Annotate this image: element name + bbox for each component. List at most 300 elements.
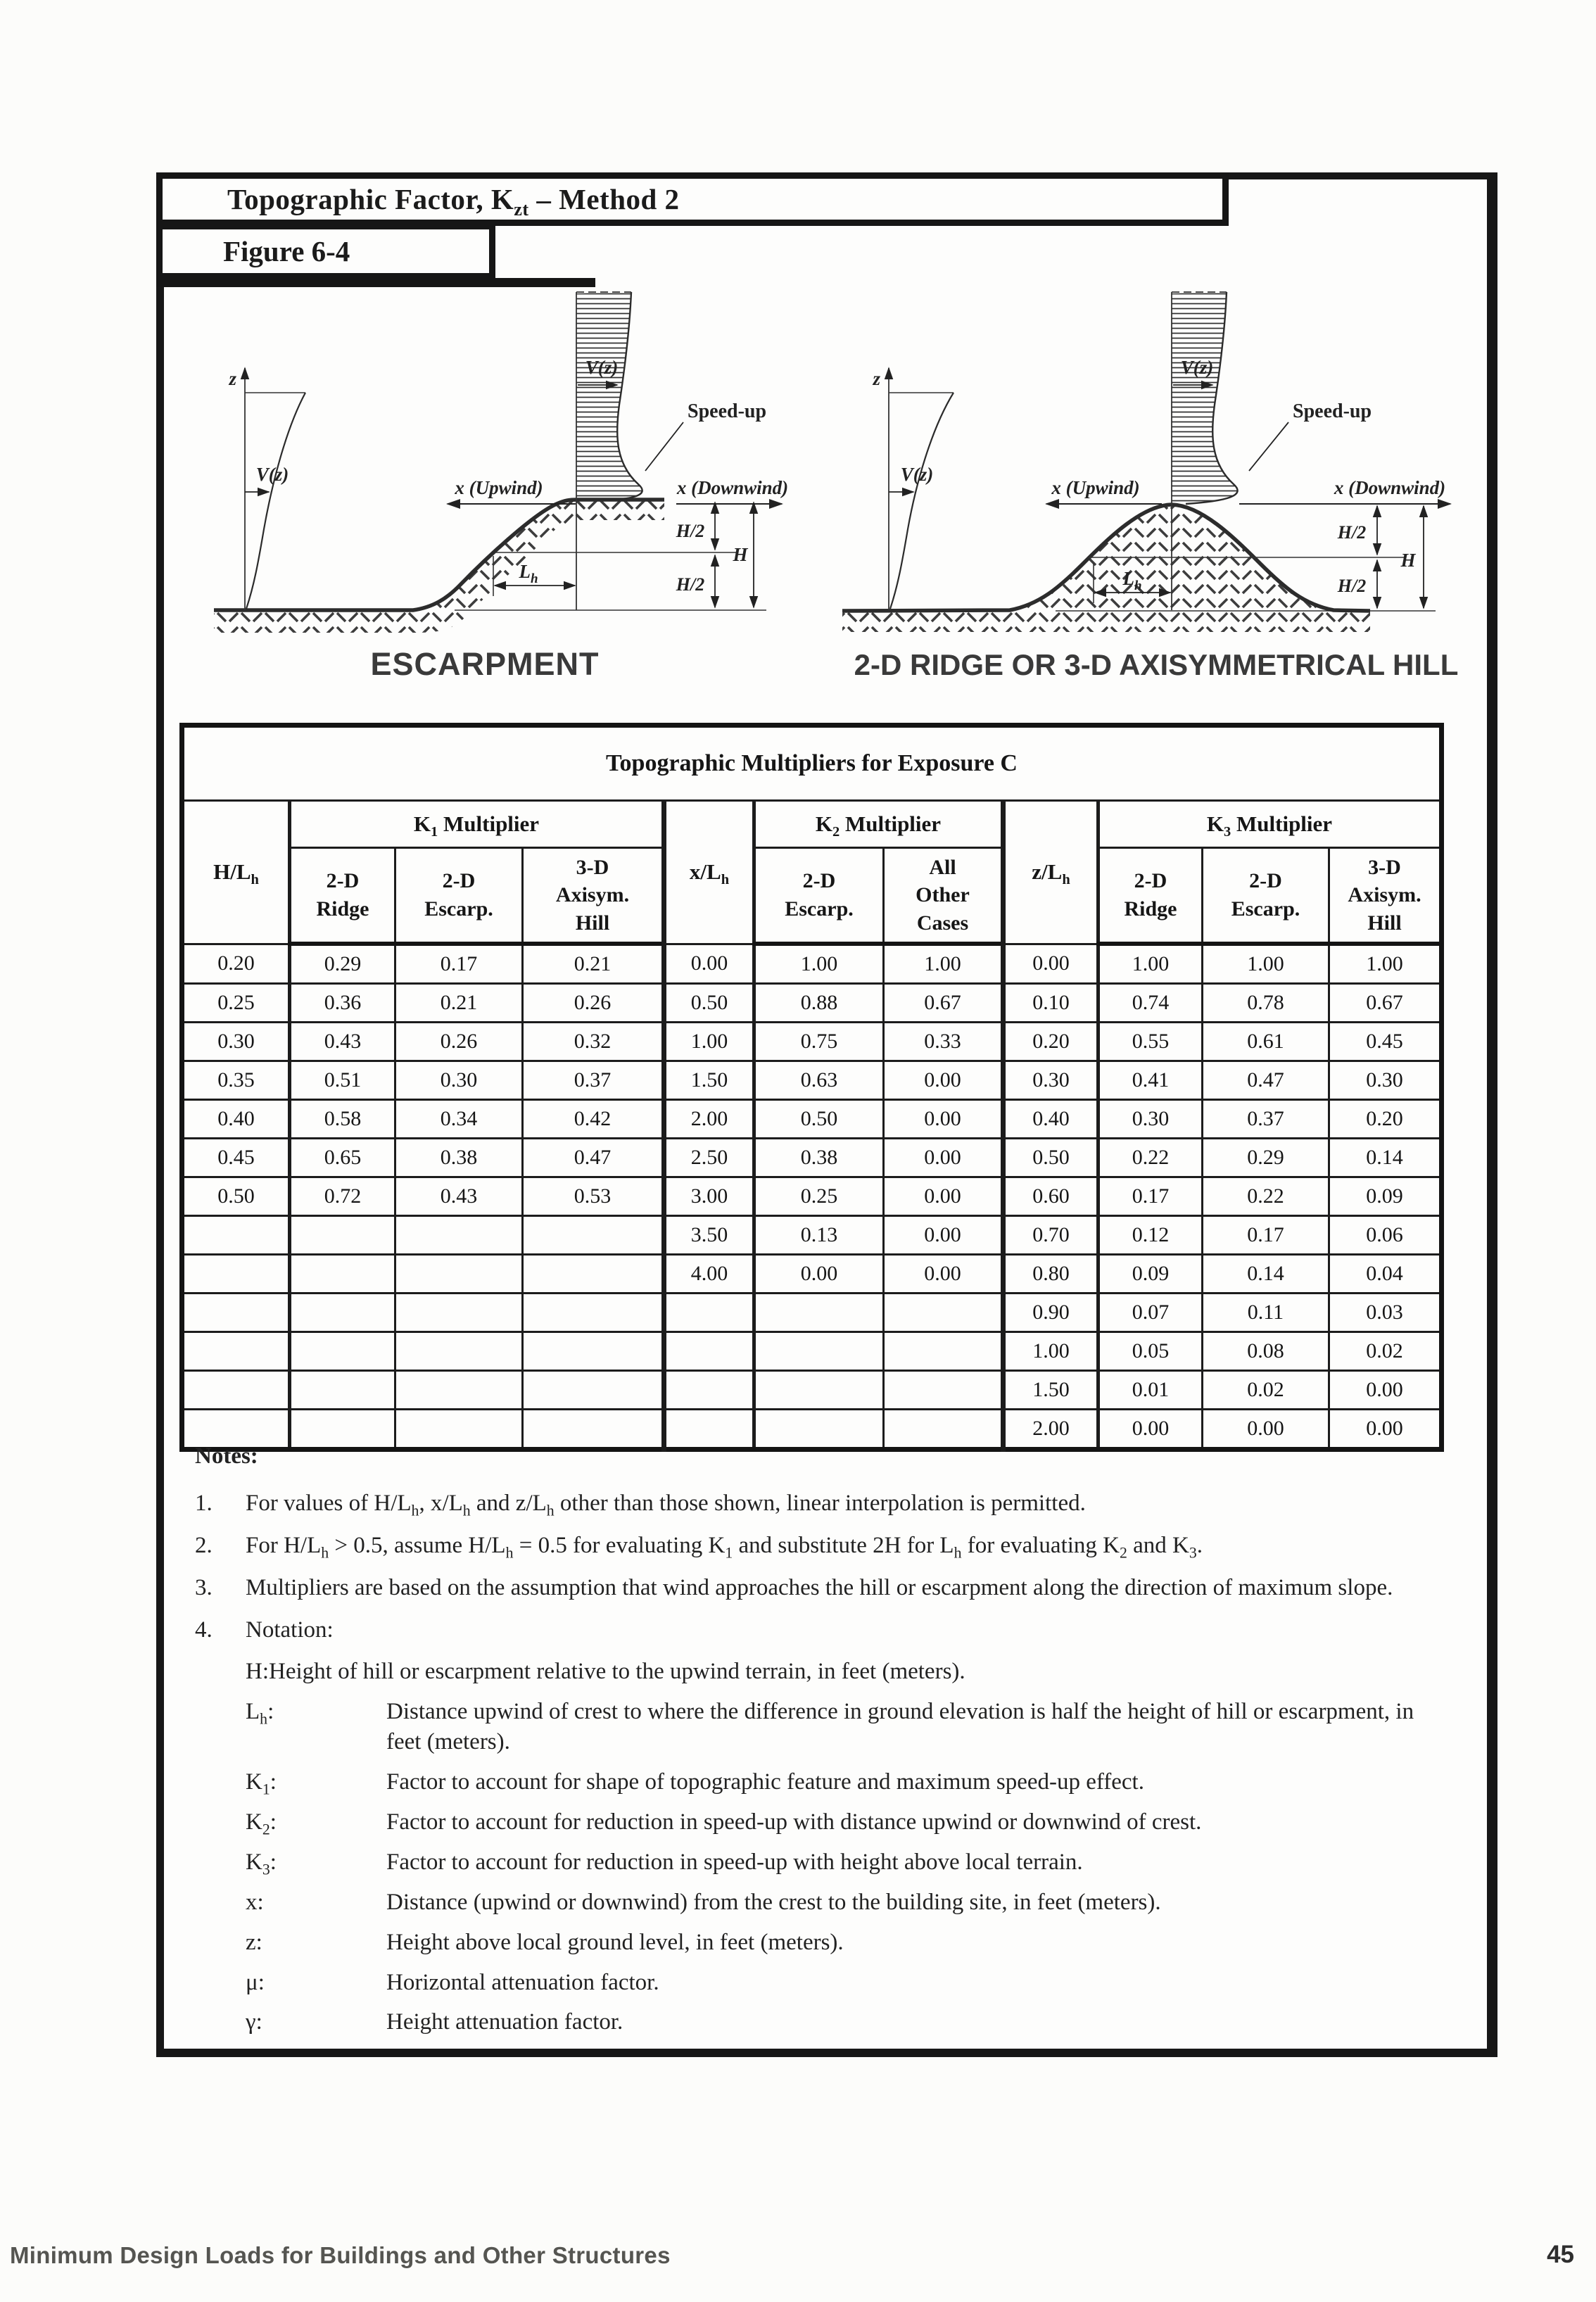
header-text: Hill — [1367, 911, 1402, 935]
column-header-k1-escarp — [395, 848, 523, 944]
text-segment: Distance upwind of crest to where the difference in ground elevation is half the height of hill or escarpment, in feet (meters). — [386, 1699, 1414, 1755]
h2-lower-label: H/2 — [676, 574, 705, 595]
table-row — [182, 1294, 1442, 1332]
table-cell: 0.29 — [1203, 1139, 1329, 1177]
header-text: Multiplier — [1231, 811, 1333, 836]
text-segment: Distance (upwind or downwind) from the crest to the building site, in feet (meters). — [386, 1889, 1161, 1915]
header-text: 3-D — [576, 855, 609, 879]
table-cell: 0.35 — [182, 1061, 290, 1100]
group-header-k3 — [1098, 801, 1442, 848]
table-cell: 0.38 — [754, 1139, 884, 1177]
header-subscript: 2 — [832, 824, 840, 840]
table-cell: 0.20 — [182, 944, 290, 984]
table-cell: 0.72 — [290, 1177, 395, 1216]
text-segment: Factor to account for shape of topographic feature and maximum speed-up effect. — [386, 1769, 1144, 1795]
h2-upper-label: H/2 — [676, 521, 705, 541]
table-cell: 0.07 — [1098, 1294, 1203, 1332]
text-segment: For H/L — [246, 1532, 322, 1558]
notation-term — [246, 1887, 386, 1918]
table-cell: 0.21 — [523, 944, 664, 984]
x-downwind-label: x (Downwind) — [1334, 477, 1446, 498]
notation-definition — [246, 1968, 1444, 1998]
note-number: 1. — [195, 1490, 213, 1516]
table-cell: 0.06 — [1329, 1216, 1442, 1255]
notation-term — [246, 1767, 386, 1797]
table-cell: 0.43 — [290, 1023, 395, 1061]
notation-description — [386, 2007, 1444, 2037]
header-text: Cases — [916, 911, 969, 935]
header-text: x/L — [689, 859, 721, 885]
table-group-header-row — [182, 801, 1442, 848]
table-body — [182, 944, 1442, 1450]
table-cell — [290, 1216, 395, 1255]
h-label: H — [1400, 550, 1416, 571]
table-cell — [664, 1294, 754, 1332]
lh-label-main: L — [1122, 568, 1134, 589]
table-cell: 0.25 — [754, 1177, 884, 1216]
table-cell: 0.33 — [884, 1023, 1003, 1061]
note-number: 3. — [195, 1574, 213, 1600]
notation-definition — [246, 1767, 1444, 1797]
notation-description — [386, 1847, 1444, 1878]
note-text — [246, 1531, 1444, 1561]
table-cell — [290, 1332, 395, 1371]
text-segment: : — [270, 1769, 277, 1795]
terrain-hatch — [842, 505, 1370, 632]
text-segment: For values of H/L — [246, 1490, 412, 1516]
header-subscript: 3 — [1224, 824, 1231, 840]
table-cell: 0.38 — [395, 1139, 523, 1177]
table-cell: 0.14 — [1203, 1255, 1329, 1294]
text-segment: and K — [1127, 1532, 1189, 1558]
text-segment: γ: — [246, 2009, 262, 2035]
table-cell: 0.00 — [884, 1061, 1003, 1100]
h2-lower-label: H/2 — [1337, 576, 1367, 596]
table-cell: 0.30 — [1098, 1100, 1203, 1139]
table-cell: 0.74 — [1098, 984, 1203, 1023]
speed-up-leader-line — [645, 422, 683, 471]
header-text: 2-D — [326, 869, 360, 893]
table-cell: 1.00 — [884, 944, 1003, 984]
speed-up-label: Speed-up — [688, 400, 767, 422]
text-segment: and z/L — [470, 1490, 547, 1516]
table-cell: 0.42 — [523, 1100, 664, 1139]
table-cell: 0.04 — [1329, 1255, 1442, 1294]
header-text: K — [1206, 811, 1224, 836]
table-cell: 0.00 — [1329, 1410, 1442, 1450]
table-cell: 0.43 — [395, 1177, 523, 1216]
table-cell: 0.20 — [1329, 1100, 1442, 1139]
table-cell: 0.00 — [1098, 1410, 1203, 1450]
table-cell: 0.00 — [884, 1139, 1003, 1177]
text-segment: Factor to account for reduction in speed-up with height above local terrain. — [386, 1849, 1083, 1875]
notation-term — [246, 1659, 269, 1684]
ridge-caption: 2-D RIDGE OR 3-D AXISYMMETRICAL HILL — [854, 648, 1459, 681]
header-text: Escarp. — [424, 897, 493, 921]
header-subscript: h — [251, 872, 259, 888]
header-text: Multiplier — [840, 811, 942, 836]
table-cell — [182, 1294, 290, 1332]
text-segment: K — [246, 1769, 262, 1795]
header-text: K — [815, 811, 833, 836]
notation-description — [386, 1968, 1444, 1998]
table-cell — [395, 1216, 523, 1255]
notes-heading: Notes: — [195, 1443, 258, 1469]
table-cell: 0.21 — [395, 984, 523, 1023]
header-subscript: h — [721, 872, 730, 888]
document-title: Minimum Design Loads for Buildings and Other Structures — [10, 2242, 671, 2268]
column-header-k2-escarp — [754, 848, 884, 944]
notation-term — [246, 1968, 386, 1998]
table-cell — [395, 1371, 523, 1410]
table-cell — [395, 1294, 523, 1332]
text-segment: and substitute 2H for L — [733, 1532, 954, 1558]
header-text: H/L — [213, 859, 251, 885]
header-text: z/L — [1032, 859, 1063, 885]
column-header-x-lh — [664, 801, 754, 944]
note-number: 4. — [195, 1617, 213, 1643]
table-cell: 1.50 — [664, 1061, 754, 1100]
table-row — [182, 1371, 1442, 1410]
escarpment-diagram — [203, 286, 802, 703]
table-cell: 0.26 — [523, 984, 664, 1023]
text-segment: K — [246, 1849, 262, 1875]
escarpment-caption: ESCARPMENT — [370, 646, 600, 682]
text-segment: Notation: — [246, 1617, 334, 1643]
speed-up-label: Speed-up — [1293, 400, 1372, 422]
table-cell: 0.30 — [1329, 1061, 1442, 1100]
subscript: 2 — [262, 1821, 270, 1838]
note-number: 2. — [195, 1532, 213, 1558]
table-cell: 0.22 — [1098, 1139, 1203, 1177]
text-segment: , x/L — [419, 1490, 463, 1516]
table-cell: 0.36 — [290, 984, 395, 1023]
table-cell: 0.30 — [395, 1061, 523, 1100]
figure-title-subscript: zt — [514, 199, 529, 220]
column-header-k3-escarp — [1203, 848, 1329, 944]
table-cell: 0.58 — [290, 1100, 395, 1139]
table-row — [182, 1023, 1442, 1061]
table-cell — [523, 1255, 664, 1294]
notation-definition — [246, 1928, 1444, 1958]
notation-description — [386, 1928, 1444, 1958]
text-segment: z: — [246, 1929, 262, 1955]
text-segment: > 0.5, assume H/L — [329, 1532, 506, 1558]
text-segment: Height of hill or escarpment relative to the upwind terrain, in feet (meters). — [269, 1659, 965, 1685]
x-upwind-label: x (Upwind) — [1051, 477, 1140, 498]
lh-label-sub: h — [530, 571, 538, 586]
column-header-h-lh — [182, 801, 290, 944]
table-cell: 0.37 — [523, 1061, 664, 1100]
table-cell: 0.17 — [395, 944, 523, 984]
notation-term — [246, 1807, 386, 1838]
text-segment: Height above local ground level, in feet (meters). — [386, 1929, 844, 1955]
table-cell — [523, 1294, 664, 1332]
notes-list — [195, 1488, 1444, 2037]
table-cell: 0.45 — [182, 1139, 290, 1177]
table-cell: 0.88 — [754, 984, 884, 1023]
lh-label — [518, 561, 538, 586]
table-cell: 2.00 — [664, 1100, 754, 1139]
table-row — [182, 1061, 1442, 1100]
table-cell: 0.61 — [1203, 1023, 1329, 1061]
x-downwind-label: x (Downwind) — [676, 477, 789, 498]
table-cell: 0.13 — [754, 1216, 884, 1255]
table-cell: 0.12 — [1098, 1216, 1203, 1255]
table-cell — [182, 1371, 290, 1410]
group-header-k2 — [754, 801, 1003, 848]
table-cell: 0.05 — [1098, 1332, 1203, 1371]
table-cell: 0.41 — [1098, 1061, 1203, 1100]
header-text: 2-D — [1134, 869, 1167, 893]
text-segment: Factor to account for reduction in speed-up with distance upwind or downwind of crest. — [386, 1809, 1202, 1835]
text-segment: for evaluating K — [961, 1532, 1120, 1558]
table-cell: 0.53 — [523, 1177, 664, 1216]
table-column-header-row — [182, 848, 1442, 944]
subscript: 1 — [725, 1544, 733, 1562]
table-cell — [664, 1332, 754, 1371]
header-subscript: 1 — [431, 824, 438, 840]
text-segment: : — [267, 1699, 274, 1725]
note-text — [246, 1573, 1444, 1603]
header-text: Axisym. — [1348, 883, 1421, 907]
table-cell: 0.50 — [1003, 1139, 1098, 1177]
table-cell — [884, 1294, 1003, 1332]
text-segment: other than those shown, linear interpolation is permitted. — [554, 1490, 1086, 1516]
column-header-z-lh — [1003, 801, 1098, 944]
table-cell: 1.00 — [754, 944, 884, 984]
table-cell — [395, 1332, 523, 1371]
notation-term — [246, 1847, 386, 1878]
table-cell: 0.00 — [884, 1255, 1003, 1294]
table-row — [182, 1332, 1442, 1371]
text-segment: Horizontal attenuation factor. — [386, 1969, 659, 1995]
speed-up-leader-line — [1249, 422, 1288, 471]
table-cell — [664, 1371, 754, 1410]
table-cell: 0.32 — [523, 1023, 664, 1061]
note-text — [246, 1615, 1444, 1645]
subscript: 3 — [262, 1861, 270, 1878]
notation-definition — [246, 1697, 1444, 1757]
notation-definition — [246, 2007, 1444, 2037]
table-cell: 0.50 — [664, 984, 754, 1023]
table-row — [182, 1139, 1442, 1177]
header-text: Escarp. — [1231, 897, 1300, 921]
header-text: Ridge — [1124, 897, 1177, 921]
table-cell: 0.00 — [884, 1100, 1003, 1139]
table-cell: 0.01 — [1098, 1371, 1203, 1410]
table-cell: 0.65 — [290, 1139, 395, 1177]
text-segment: Height attenuation factor. — [386, 2009, 623, 2035]
header-text: Escarp. — [785, 897, 854, 921]
header-text: All — [929, 855, 956, 879]
terrain-hatch — [214, 500, 664, 633]
upwind-velocity-label: V(z) — [900, 464, 934, 485]
text-segment: H: — [246, 1659, 269, 1685]
table-cell: 0.14 — [1329, 1139, 1442, 1177]
column-header-k1-ridge — [290, 848, 395, 944]
table-cell: 0.40 — [1003, 1100, 1098, 1139]
table-cell: 0.09 — [1098, 1255, 1203, 1294]
column-header-k3-hill — [1329, 848, 1442, 944]
table-cell: 1.00 — [1203, 944, 1329, 984]
subscript: h — [954, 1544, 962, 1562]
table-cell: 0.60 — [1003, 1177, 1098, 1216]
notation-term — [246, 1928, 386, 1958]
h-label: H — [733, 544, 748, 565]
subscript: 1 — [262, 1781, 270, 1798]
notation-description — [269, 1659, 965, 1684]
table-title-row — [182, 726, 1442, 801]
crest-velocity-label: V(z) — [1180, 357, 1214, 378]
table-cell: 0.63 — [754, 1061, 884, 1100]
notes-section — [195, 1441, 1444, 2047]
figure-number: Figure 6-4 — [223, 235, 350, 267]
page-number: 45 — [1547, 2241, 1574, 2268]
header-text: 3-D — [1368, 855, 1401, 879]
z-axis-label: z — [873, 368, 880, 389]
text-segment: : — [270, 1849, 277, 1875]
table-cell: 0.22 — [1203, 1177, 1329, 1216]
header-text: Ridge — [316, 897, 369, 921]
table-cell: 0.75 — [754, 1023, 884, 1061]
table-cell: 0.26 — [395, 1023, 523, 1061]
table-cell — [523, 1216, 664, 1255]
crest-velocity-label: V(z) — [585, 357, 619, 378]
table-row — [182, 1177, 1442, 1216]
header-text: 2-D — [802, 869, 836, 893]
table-row — [182, 944, 1442, 984]
table-cell: 0.03 — [1329, 1294, 1442, 1332]
note-item — [195, 1573, 1444, 1603]
table-cell: 0.70 — [1003, 1216, 1098, 1255]
subscript: h — [260, 1710, 268, 1728]
table-row — [182, 1255, 1442, 1294]
text-segment: K — [246, 1809, 262, 1835]
table-cell: 0.00 — [884, 1216, 1003, 1255]
text-segment: x: — [246, 1889, 264, 1915]
figure-title-post: – Method 2 — [528, 183, 680, 215]
notation-definition — [246, 1847, 1444, 1878]
table-cell — [523, 1371, 664, 1410]
subscript: h — [462, 1502, 471, 1519]
subscript: 3 — [1189, 1544, 1197, 1562]
table-cell: 0.90 — [1003, 1294, 1098, 1332]
notation-description — [386, 1697, 1444, 1757]
upwind-velocity-label: V(z) — [255, 464, 289, 485]
table-row — [182, 1100, 1442, 1139]
subscript: h — [321, 1544, 329, 1562]
table-cell: 0.30 — [182, 1023, 290, 1061]
table-cell: 1.00 — [664, 1023, 754, 1061]
table-cell: 0.08 — [1203, 1332, 1329, 1371]
speed-up-area — [576, 292, 642, 500]
table-cell — [884, 1371, 1003, 1410]
upwind-velocity-profile — [246, 393, 305, 609]
notation-description — [386, 1767, 1444, 1797]
table-cell: 0.11 — [1203, 1294, 1329, 1332]
header-subscript: h — [1062, 872, 1070, 888]
table-cell — [884, 1332, 1003, 1371]
subscript: h — [546, 1502, 555, 1519]
z-axis-label: z — [229, 368, 236, 389]
note-item — [195, 1615, 1444, 1645]
table-cell: 0.10 — [1003, 984, 1098, 1023]
notation-description — [386, 1807, 1444, 1838]
table-cell — [290, 1371, 395, 1410]
table-cell: 0.00 — [664, 944, 754, 984]
table-cell: 0.67 — [1329, 984, 1442, 1023]
table-cell: 2.50 — [664, 1139, 754, 1177]
column-header-k1-hill — [523, 848, 664, 944]
group-header-k1 — [290, 801, 664, 848]
table-cell — [182, 1255, 290, 1294]
table-cell: 0.51 — [290, 1061, 395, 1100]
table-cell: 0.17 — [1203, 1216, 1329, 1255]
table-cell: 0.40 — [182, 1100, 290, 1139]
table-cell: 4.00 — [664, 1255, 754, 1294]
ridge-diagram — [834, 286, 1474, 703]
figure-title-bar — [156, 172, 1229, 226]
table-cell: 1.00 — [1329, 944, 1442, 984]
upwind-velocity-profile — [890, 393, 954, 609]
table-cell: 0.02 — [1203, 1371, 1329, 1410]
table-cell — [754, 1371, 884, 1410]
note-text — [246, 1488, 1444, 1519]
table-cell: 0.09 — [1329, 1177, 1442, 1216]
header-text: Axisym. — [555, 883, 630, 907]
header-text: 2-D — [442, 869, 476, 893]
table-cell: 0.29 — [290, 944, 395, 984]
column-header-k2-other — [884, 848, 1003, 944]
header-text: 2-D — [1249, 869, 1282, 893]
table-cell — [182, 1216, 290, 1255]
table-cell: 0.45 — [1329, 1023, 1442, 1061]
table-cell: 3.00 — [664, 1177, 754, 1216]
table-cell — [182, 1332, 290, 1371]
header-text: K — [413, 811, 431, 836]
table-cell: 0.00 — [754, 1255, 884, 1294]
table-cell: 0.47 — [1203, 1061, 1329, 1100]
table-cell: 0.50 — [182, 1177, 290, 1216]
table-cell: 0.30 — [1003, 1061, 1098, 1100]
table-cell — [523, 1332, 664, 1371]
note-item — [195, 1531, 1444, 1561]
table-cell: 3.50 — [664, 1216, 754, 1255]
table-row — [182, 984, 1442, 1023]
table-cell: 0.50 — [754, 1100, 884, 1139]
table-cell: 0.00 — [1203, 1410, 1329, 1450]
table-cell: 0.37 — [1203, 1100, 1329, 1139]
table-cell: 0.67 — [884, 984, 1003, 1023]
text-segment: μ: — [246, 1969, 265, 1995]
table-cell: 0.34 — [395, 1100, 523, 1139]
text-segment: : — [270, 1809, 277, 1835]
lh-label-sub: h — [1134, 578, 1142, 593]
subscript: h — [505, 1544, 514, 1562]
table-cell: 1.50 — [1003, 1371, 1098, 1410]
table-cell — [290, 1255, 395, 1294]
speed-up-area — [1172, 292, 1238, 505]
notation-term — [246, 1697, 386, 1757]
table-cell: 0.20 — [1003, 1023, 1098, 1061]
table-title: Topographic Multipliers for Exposure C — [182, 726, 1442, 801]
table-cell — [754, 1294, 884, 1332]
text-segment: Multipliers are based on the assumption that wind approaches the hill or escarpment along the direction of maximum slope. — [246, 1574, 1393, 1600]
table-cell — [754, 1332, 884, 1371]
table-cell: 1.00 — [1003, 1332, 1098, 1371]
notation-definition — [246, 1887, 1444, 1918]
